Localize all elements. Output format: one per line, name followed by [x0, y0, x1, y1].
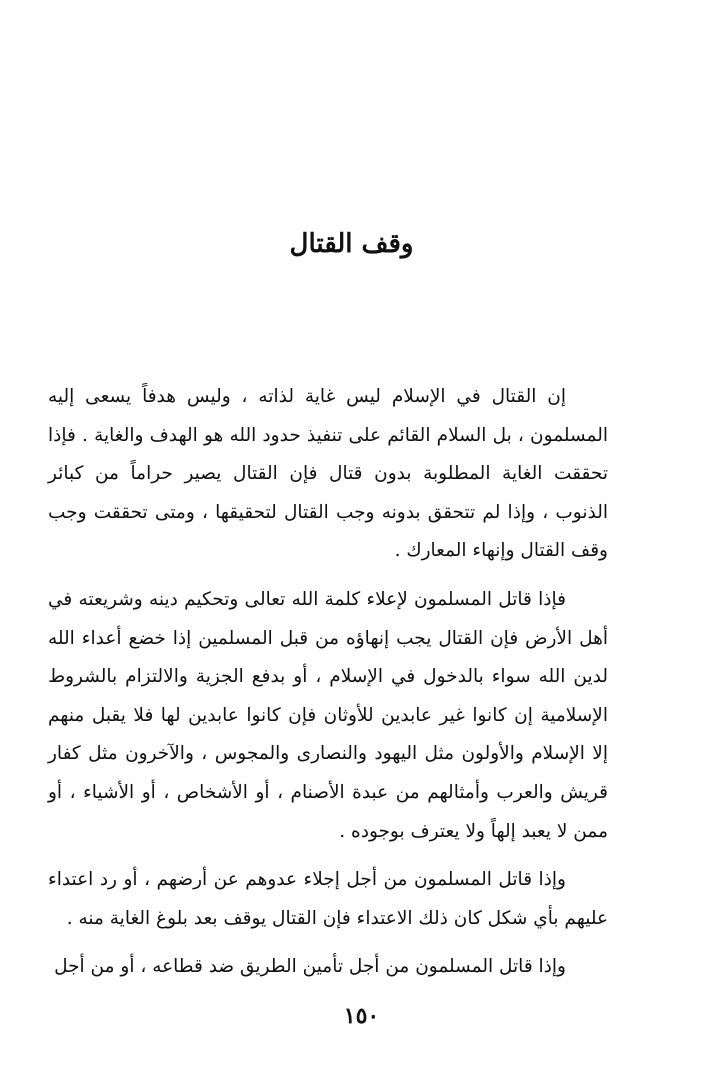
paragraph-4: وإذا قاتل المسلمون من أجل تأمين الطريق ضد قطاعه ، أو من أجل [54, 956, 566, 978]
chapter-title: وقف القتال [289, 229, 414, 259]
chapter-body [48, 378, 608, 997]
paragraph-3: وإذا قاتل المسلمون من أجل إجلاء عدوهم عن أرضهم ، أو رد اعتداء عليهم بأي شكل كان ذلك الاعتداء فإن القتال يوقف بعد بلوغ الغاية منه . [48, 869, 608, 929]
page-number: ١٥٠ [343, 1003, 380, 1029]
paragraph-2: فإذا قاتل المسلمون لإعلاء كلمة الله تعالى وتحكيم دينه وشريعته في أهل الأرض فإن القتال يجب إنهاؤه من قبل المسلمين إذا خضع أعداء الله لدين الله سواء بالدخول في الإسلام ، أو بدفع الجزية والالتزام بالشروط الإسلامية إن كانوا غير عابدين للأوثان فإن كانوا عابدين لها فلا يقبل منهم إلا الإسلام والأولون مثل اليهود والنصارى والمجوس ، والآخرون مثل كفار قريش والعرب وأمثالهم من عبدة الأصنام ، أو الأشخاص ، أو الأشياء ، أو ممن لا يعبد إلهاً ولا يعترف بوجوده . [48, 588, 608, 842]
paragraph-1: إن القتال في الإسلام ليس غاية لذاته ، وليس هدفاً يسعى إليه المسلمون ، بل السلام القائم على تنفيذ حدود الله هو الهدف والغاية . فإذا تحققت الغاية المطلوبة بدون قتال فإن القتال يصير حراماً من كبائر الذنوب ، وإذا لم تتحقق بدونه وجب القتال لتحقيقها ، ومتى تحققت وجب وقف القتال وإنهاء المعارك . [48, 386, 608, 562]
